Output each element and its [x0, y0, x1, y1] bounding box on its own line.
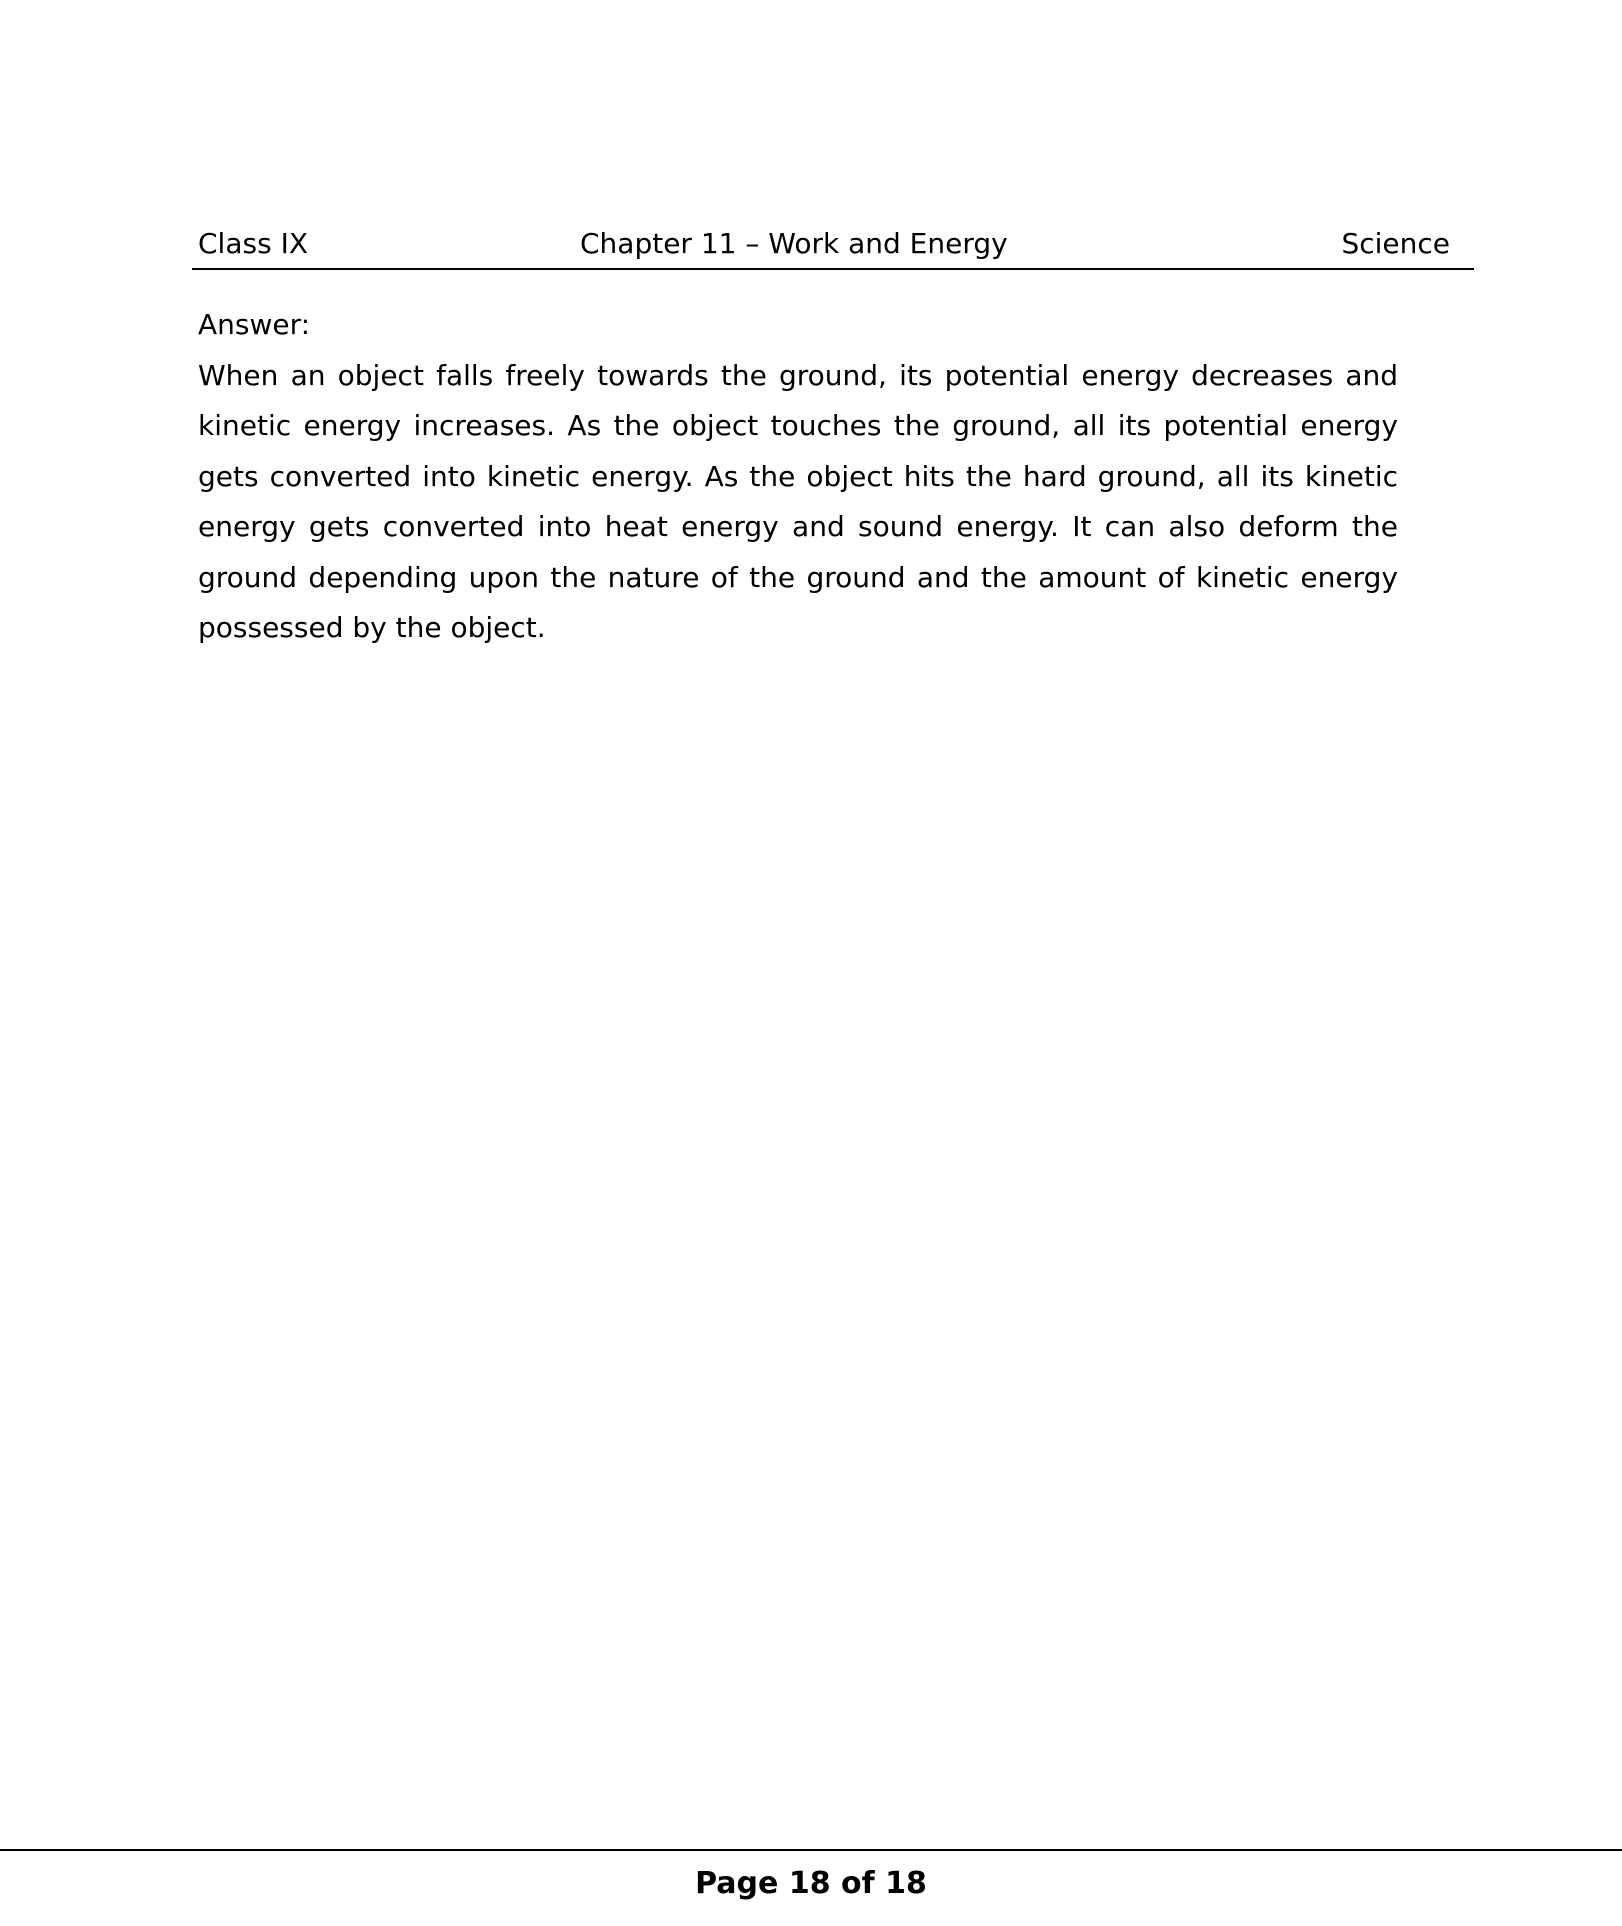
footer-divider [0, 1849, 1622, 1851]
page-number: Page 18 of 18 [695, 1866, 927, 1901]
answer-paragraph: When an object falls freely towards the ground, its potential energy decreases and kinetic energy increases. As the object touches the ground, all its potential energy gets converted into kinetic energy. As the object hits the hard ground, all its kinetic energy gets converted into heat energy and sound energy. It can also deform the ground depending upon the nature of the ground and the amount of kinetic energy possessed by the object. [198, 358, 1398, 644]
header-subject: Science [1341, 227, 1450, 260]
header-chapter: Chapter 11 – Work and Energy [580, 227, 1008, 260]
header-class: Class IX [198, 227, 309, 260]
page-header [192, 226, 1474, 270]
answer-label: Answer: [198, 308, 311, 341]
answer-section [198, 300, 1398, 654]
